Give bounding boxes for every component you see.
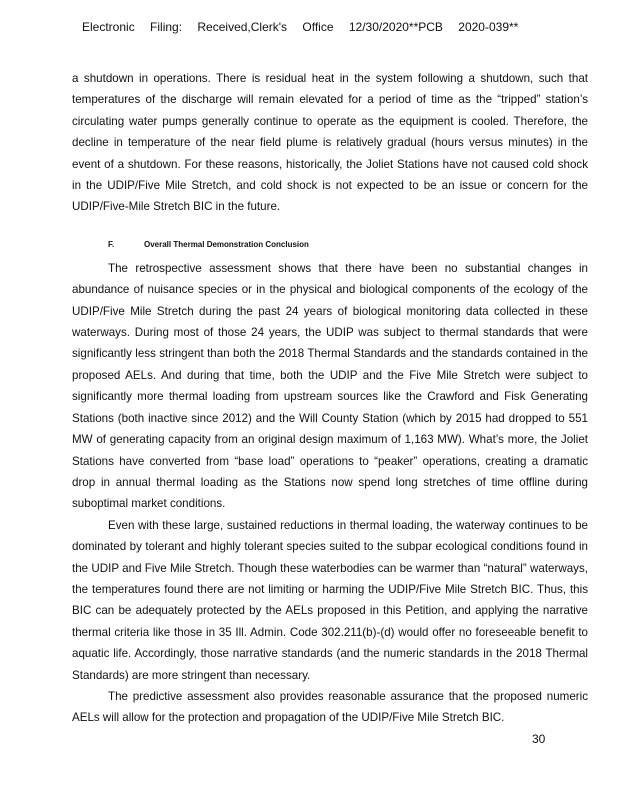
section-title: Overall Thermal Demonstration Conclusion — [144, 239, 309, 249]
header-filing: Filing: — [150, 20, 183, 34]
header-received: Received,Clerk's — [197, 20, 288, 34]
section-heading — [108, 232, 588, 258]
header-electronic: Electronic — [82, 20, 135, 34]
header-date: 12/30/2020**PCB — [348, 20, 443, 34]
paragraph-thermal-loading: Even with these large, sustained reductions in thermal loading, the waterway continues to be dominated by tolerant and highly tolerant species suited to the subpar ecological conditions found in the UDIP and Five Mile Stretch. Though these waterbodies can be warmer than “natural” waterways, the temperatures found there are not limiting or harming the UDIP/Five Mile Stretch BIC. Thus, this BIC can be adequately protected by the AELs proposed in this Petition, and applying the narrative thermal criteria like those in 35 Ill. Admin. Code 302.211(b)-(d) would offer no foreseeable benefit to aquatic life. Accordingly, those narrative standards (and the numeric standards in the 2018 Thermal Standards) are more stringent than necessary. — [72, 518, 588, 682]
paragraph-retrospective: The retrospective assessment shows that there have been no substantial changes in abundance of nuisance species or in the physical and biological components of the ecology of the UDIP/Five Mile Stretch during the past 24 years of biological monitoring data collected in these waterways. During most of those 24 years, the UDIP was subject to thermal standards that were significantly less stringent than both the 2018 Thermal Standards and the standards contained in the proposed AELs. And during that time, both the UDIP and the Five Mile Stretch were subject to significantly more thermal loading from upstream sources like the Crawford and Fisk Generating Stations (both inactive since 2012) and the Will County Station (which by 2015 had dropped to 551 MW of generating capacity from an original design maximum of 1,163 MW). What’s more, the Joliet Stations have converted from “base load” operations to “peaker” operations, creating a dramatic drop in annual thermal loading as the Stations now spend long stretches of time offline during suboptimal market conditions. — [72, 261, 588, 511]
section-number: F. — [108, 239, 115, 249]
paragraph-predictive: The predictive assessment also provides reasonable assurance that the proposed numeric AELs will allow for the protection and propagation of the UDIP/Five Mile Stretch BIC. — [72, 689, 588, 725]
page-number: 30 — [532, 732, 546, 746]
header-docket: 2020-039** — [458, 20, 519, 34]
header-office: Office — [302, 20, 334, 34]
document-body — [72, 68, 588, 729]
paragraph-cold-shock: a shutdown in operations. There is residual heat in the system following a shutdown, such that temperatures of the discharge will remain elevated for a period of time as the “tripped” station’s circulating water pumps generally continue to operate as the equipment is cooled. Therefore, the decline in temperature of the near field plume is relatively gradual (hours versus minutes) in the event of a shutdown. For these reasons, historically, the Joliet Stations have not caused cold shock in the UDIP/Five Mile Stretch, and cold shock is not expected to be an issue or concern for the UDIP/Five-Mile Stretch BIC in the future. — [72, 72, 588, 214]
filing-header — [82, 20, 530, 34]
